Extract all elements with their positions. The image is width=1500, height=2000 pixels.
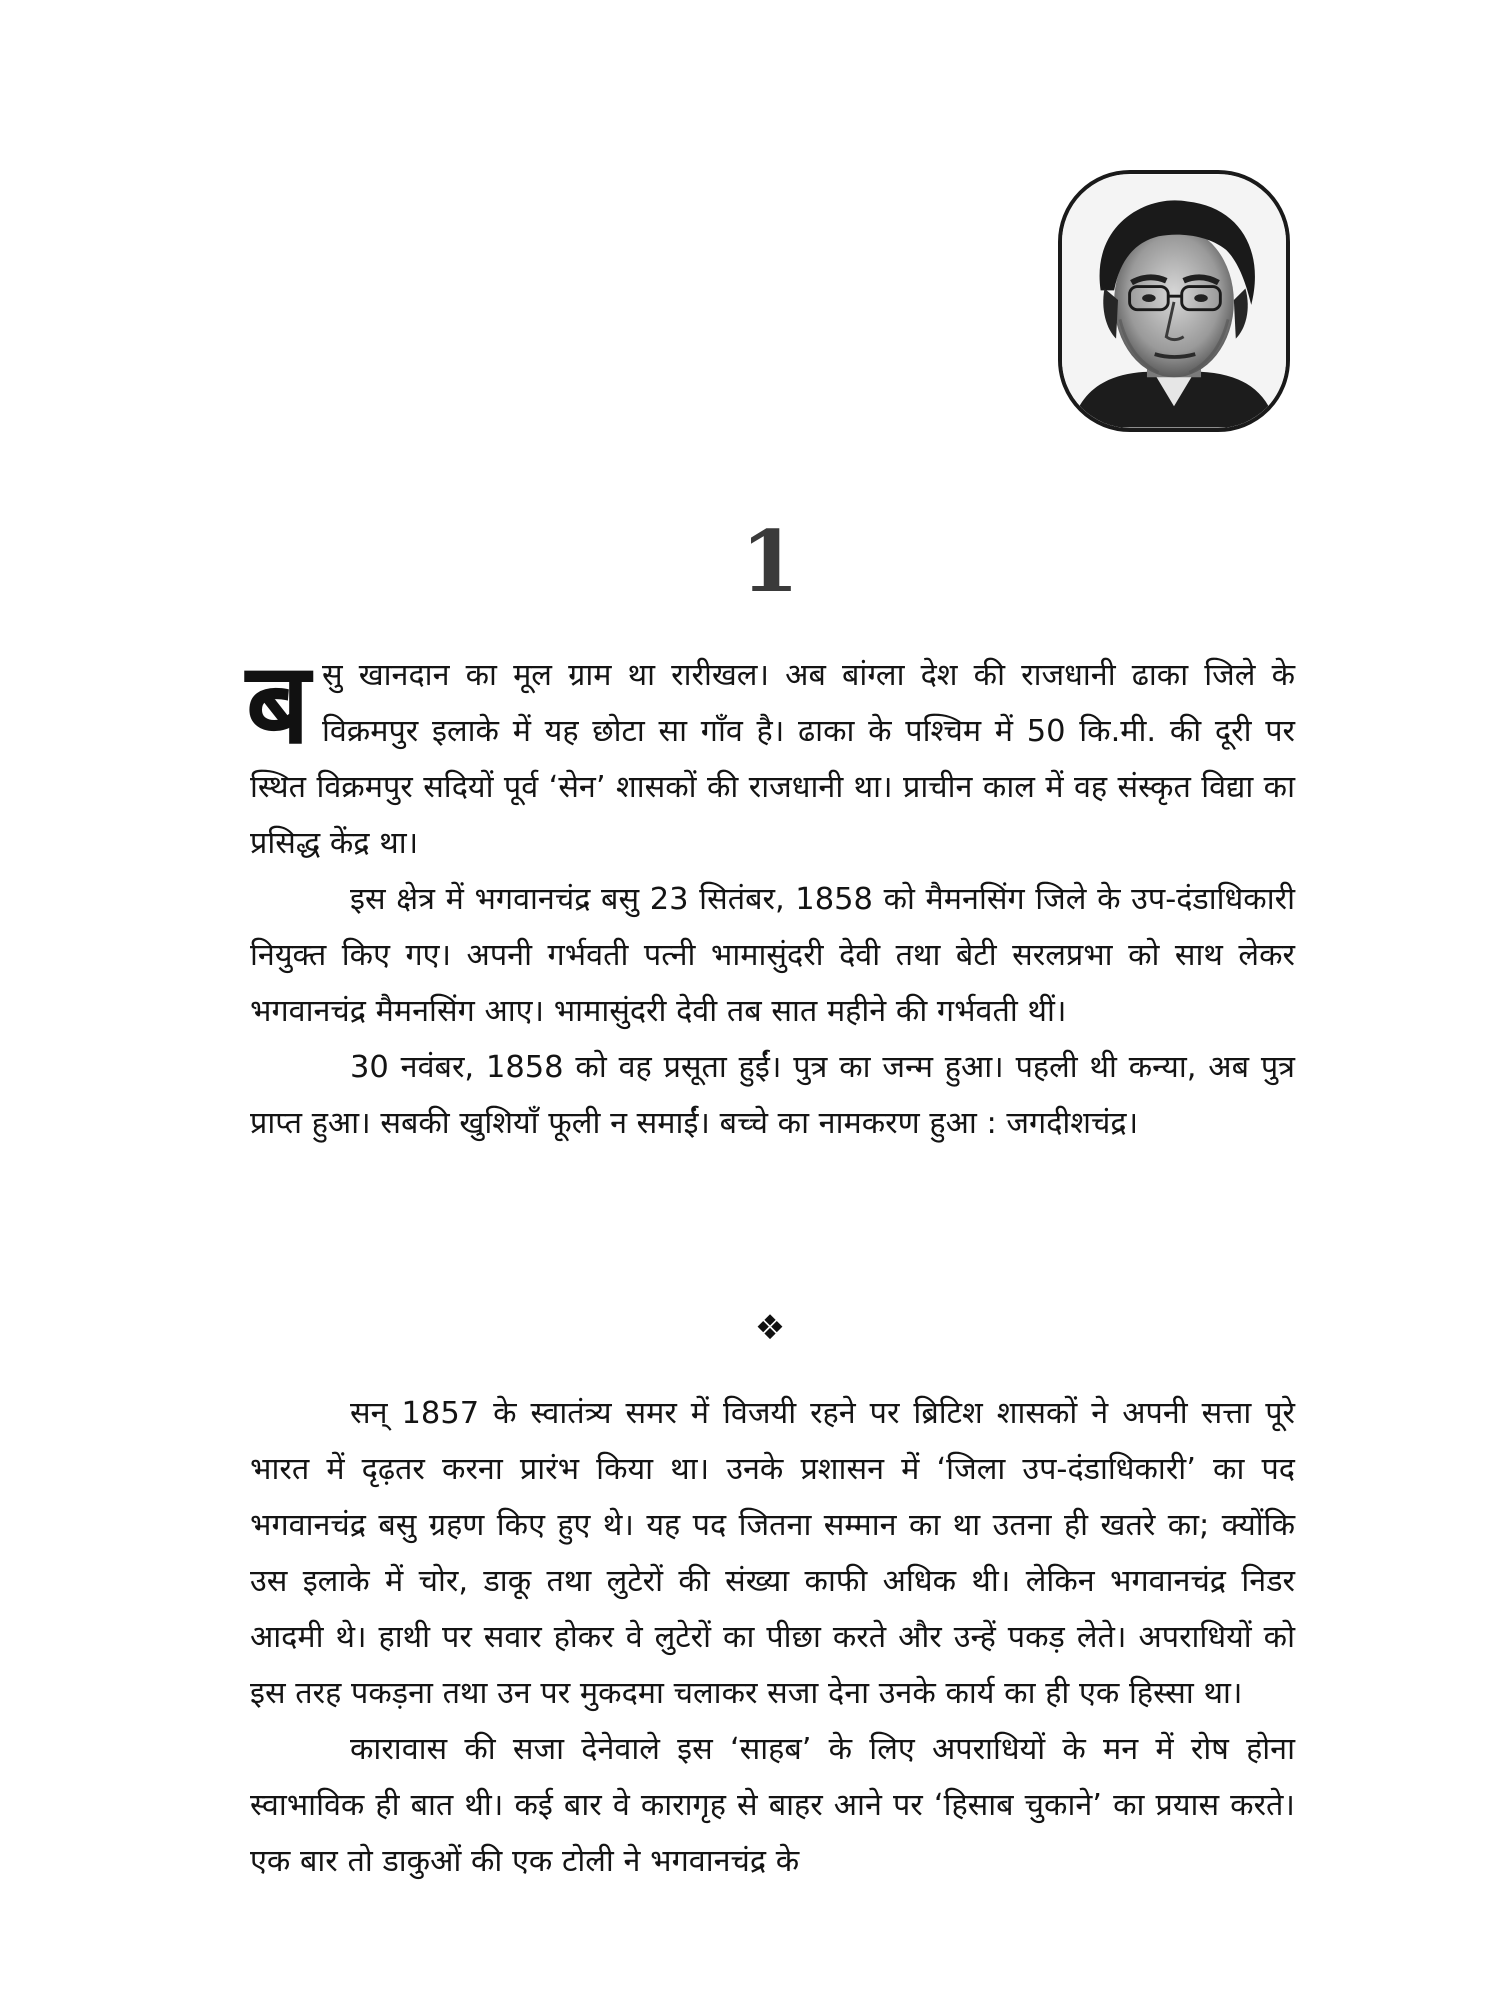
section-2-text — [250, 1386, 1295, 1890]
section-1-text — [246, 639, 1295, 1152]
portrait-icon — [1062, 174, 1286, 428]
chapter-number: 1 — [740, 512, 800, 611]
paragraph-1-text: सु खानदान का मूल ग्राम था रारीखल। अब बांग्ला देश की राजधानी ढाका जिले के विक्रमपुर इलाके में यह छोटा सा गाँव है। ढाका के पश्चिम में 50 कि.मी. की दूरी पर स्थित विक्रमपुर सदियों पूर्व ‘सेन’ शासकों की राजधानी था। प्राचीन काल में वह संस्कृत विद्या का प्रसिद्ध केंद्र था। — [250, 658, 1295, 861]
paragraph-3: 30 नवंबर, 1858 को वह प्रसूता हुईं। पुत्र का जन्म हुआ। पहली थी कन्या, अब पुत्र प्राप्त हुआ। सबकी खुशियाँ फूली न समाईं। बच्चे का नामकरण हुआ : जगदीशचंद्र। — [250, 1050, 1295, 1141]
portrait-frame — [1058, 170, 1290, 432]
section-separator: ❖ — [754, 1308, 786, 1348]
paragraph-4: सन् 1857 के स्वातंत्र्य समर में विजयी रहने पर ब्रिटिश शासकों ने अपनी सत्ता पूरे भारत में दृढ़तर करना प्रारंभ किया था। उनके प्रशासन में ‘जिला उप-दंडाधिकारी’ का पद भगवानचंद्र बसु ग्रहण किए हुए थे। यह पद जितना सम्मान का था उतना ही खतरे का; क्योंकि उस इलाके में चोर, डाकू तथा लुटेरों की संख्या काफी अधिक थी। लेकिन भगवानचंद्र निडर आदमी थे। हाथी पर सवार होकर वे लुटेरों का पीछा करते और उन्हें पकड़ लेते। अपराधियों को इस तरह पकड़ना तथा उन पर मुकदमा चलाकर सजा देना उनके कार्य का ही एक हिस्सा था। — [250, 1396, 1295, 1711]
paragraph-1 — [246, 639, 1295, 872]
drop-cap: ब — [246, 639, 310, 769]
paragraph-2: इस क्षेत्र में भगवानचंद्र बसु 23 सितंबर, 1858 को मैमनसिंग जिले के उप-दंडाधिकारी नियुक्त किए गए। अपनी गर्भवती पत्नी भामासुंदरी देवी तथा बेटी सरलप्रभा को साथ लेकर भगवानचंद्र मैमनसिंग आए। भामासुंदरी देवी तब सात महीने की गर्भवती थीं। — [250, 882, 1295, 1029]
paragraph-5: कारावास की सजा देनेवाले इस ‘साहब’ के लिए अपराधियों के मन में रोष होना स्वाभाविक ही बात थी। कई बार वे कारागृह से बाहर आने पर ‘हिसाब चुकाने’ का प्रयास करते। एक बार तो डाकुओं की एक टोली ने भगवानचंद्र के — [250, 1732, 1295, 1879]
